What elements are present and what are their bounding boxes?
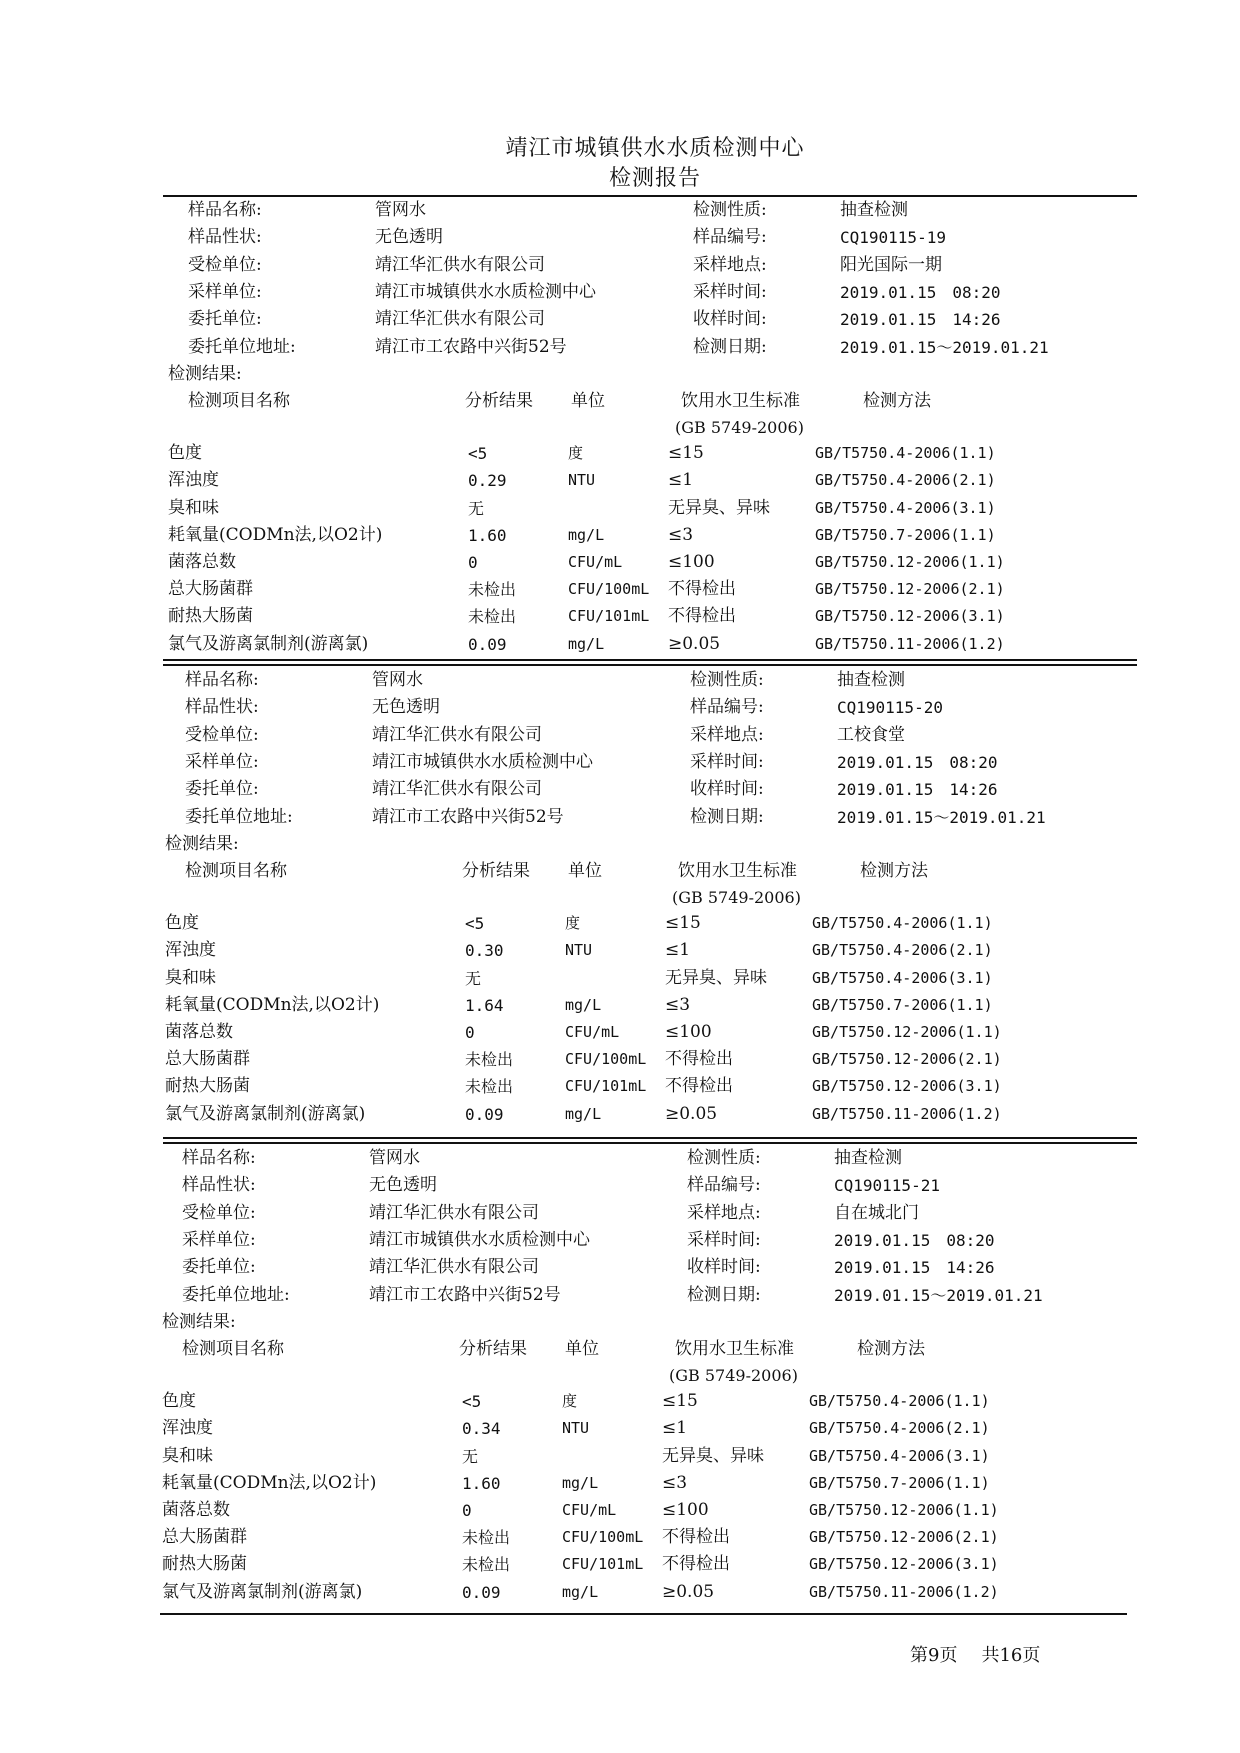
results-label: 检测结果:	[162, 1311, 236, 1332]
field-value: 抽查检测	[837, 670, 905, 690]
field-value: 自在城北门	[834, 1202, 919, 1223]
field-label: 样品性状:	[188, 227, 262, 248]
item-standard: ≤3	[668, 524, 694, 545]
info-row	[157, 1200, 1137, 1227]
item-name: 菌落总数	[165, 1021, 233, 1042]
field-value: 2019.01.15 14:26	[834, 1258, 995, 1278]
item-standard: ≥0.05	[662, 1581, 715, 1602]
item-name: 氯气及游离氯制剂(游离氯)	[168, 633, 369, 654]
field-label: 检测性质:	[687, 1148, 761, 1168]
item-standard: 无异臭、异味	[665, 967, 767, 988]
field-value: 管网水	[369, 1148, 420, 1168]
field-label: 检测性质:	[693, 200, 767, 220]
table-row	[160, 937, 1140, 964]
field-label: 收样时间:	[690, 779, 764, 800]
field-value: 靖江华汇供水有限公司	[369, 1257, 539, 1278]
item-method: GB/T5750.11-2006(1.2)	[812, 1104, 1002, 1123]
table-row	[157, 1497, 1137, 1524]
field-value: 2019.01.15 08:20	[834, 1230, 995, 1250]
field-label: 检测性质:	[690, 670, 764, 690]
field-value: 靖江华汇供水有限公司	[372, 724, 542, 745]
field-value: 管网水	[375, 200, 426, 220]
field-label: 采样时间:	[687, 1229, 761, 1250]
item-name: 菌落总数	[168, 551, 236, 572]
info-row	[160, 667, 1140, 694]
field-label: 样品性状:	[182, 1175, 256, 1196]
field-value: 靖江华汇供水有限公司	[375, 309, 545, 330]
item-result: 未检出	[462, 1555, 511, 1575]
field-label: 委托单位:	[182, 1257, 256, 1278]
item-name: 氯气及游离氯制剂(游离氯)	[165, 1103, 366, 1124]
field-label: 采样单位:	[182, 1229, 256, 1250]
table-row	[157, 1524, 1137, 1551]
table-row	[163, 576, 1143, 603]
field-label: 样品名称:	[185, 670, 259, 690]
item-name: 臭和味	[162, 1445, 213, 1466]
item-name: 耗氧量(CODMn法,以O2计)	[162, 1472, 377, 1493]
field-label: 采样单位:	[185, 751, 259, 772]
field-value: CQ190115-20	[837, 698, 943, 718]
item-standard: ≥0.05	[668, 633, 721, 654]
column-header-standard: 饮用水卫生标准	[678, 861, 797, 882]
item-method: GB/T5750.4-2006(3.1)	[809, 1446, 990, 1465]
field-label: 收样时间:	[693, 309, 767, 330]
item-unit: CFU/101mL	[568, 607, 650, 626]
results-label: 检测结果:	[168, 363, 242, 384]
field-label: 检测日期:	[687, 1284, 761, 1305]
item-unit: NTU	[562, 1419, 590, 1438]
field-value: 2019.01.15～2019.01.21	[834, 1285, 1043, 1305]
item-name: 总大肠菌群	[168, 579, 253, 600]
item-result: 未检出	[468, 607, 517, 627]
column-header-result: 分析结果	[459, 1339, 527, 1360]
table-row	[163, 549, 1143, 576]
table-row	[163, 522, 1143, 549]
column-header-standard-code: (GB 5749-2006)	[675, 418, 804, 438]
item-result: 0	[468, 552, 478, 572]
column-header-item: 检测项目名称	[185, 861, 287, 882]
item-method: GB/T5750.4-2006(1.1)	[812, 914, 993, 933]
item-method: GB/T5750.4-2006(3.1)	[812, 968, 993, 987]
item-standard: ≤100	[668, 551, 715, 572]
info-row	[157, 1282, 1137, 1309]
item-name: 臭和味	[168, 497, 219, 518]
table-row	[157, 1415, 1137, 1442]
item-name: 耐热大肠菌	[168, 606, 253, 627]
item-standard: ≤15	[662, 1391, 698, 1412]
item-standard: 不得检出	[662, 1527, 730, 1548]
item-result: 无	[468, 498, 485, 518]
item-result: 未检出	[465, 1077, 514, 1097]
table-row	[157, 1551, 1137, 1578]
item-standard: ≥0.05	[665, 1103, 718, 1124]
item-name: 耐热大肠菌	[165, 1076, 250, 1097]
item-method: GB/T5750.12-2006(1.1)	[815, 552, 1005, 571]
column-header-unit: 单位	[571, 391, 605, 412]
info-row	[157, 1145, 1137, 1172]
info-row	[157, 1172, 1137, 1199]
item-standard: 不得检出	[665, 1049, 733, 1070]
divider	[160, 1613, 1127, 1615]
field-label: 样品编号:	[693, 227, 767, 248]
item-unit: mg/L	[562, 1582, 599, 1601]
field-value: 抽查检测	[840, 200, 908, 220]
item-result: 0.30	[465, 941, 504, 961]
field-label: 受检单位:	[182, 1202, 256, 1223]
item-standard: 不得检出	[668, 606, 736, 627]
item-standard: ≤15	[665, 913, 701, 934]
item-unit: mg/L	[562, 1473, 599, 1492]
item-unit: CFU/100mL	[565, 1050, 647, 1069]
field-value: 靖江市工农路中兴街52号	[369, 1284, 561, 1305]
field-value: 无色透明	[372, 697, 440, 718]
item-unit: CFU/100mL	[562, 1528, 644, 1547]
info-row	[160, 776, 1140, 803]
info-row	[160, 694, 1140, 721]
item-result: 1.60	[468, 525, 507, 545]
column-header-standard-code: (GB 5749-2006)	[672, 888, 801, 908]
item-method: GB/T5750.12-2006(2.1)	[809, 1528, 999, 1547]
field-label: 采样时间:	[690, 751, 764, 772]
table-row	[160, 1046, 1140, 1073]
info-row	[157, 1227, 1137, 1254]
item-method: GB/T5750.7-2006(1.1)	[812, 995, 993, 1014]
column-header-unit: 单位	[568, 861, 602, 882]
item-result: 未检出	[462, 1528, 511, 1548]
column-header-method: 检测方法	[863, 391, 931, 412]
item-standard: ≤1	[662, 1418, 688, 1439]
field-value: 抽查检测	[834, 1148, 902, 1168]
field-value: 靖江市工农路中兴街52号	[375, 336, 567, 357]
item-result: 未检出	[465, 1050, 514, 1070]
item-result: 无	[462, 1446, 479, 1466]
item-name: 耗氧量(CODMn法,以O2计)	[165, 994, 380, 1015]
item-unit: CFU/mL	[565, 1022, 620, 1041]
table-row	[160, 910, 1140, 937]
table-row	[160, 1101, 1140, 1128]
column-header-method: 检测方法	[860, 861, 928, 882]
item-unit: 度	[562, 1392, 578, 1411]
table-row	[163, 495, 1143, 522]
item-method: GB/T5750.4-2006(2.1)	[812, 941, 993, 960]
item-name: 总大肠菌群	[162, 1527, 247, 1548]
info-row	[163, 334, 1143, 361]
item-standard: 无异臭、异味	[662, 1445, 764, 1466]
item-method: GB/T5750.7-2006(1.1)	[809, 1473, 990, 1492]
field-label: 委托单位:	[185, 779, 259, 800]
field-value: 2019.01.15 14:26	[837, 780, 998, 800]
item-result: <5	[465, 914, 485, 934]
field-value: 2019.01.15 08:20	[840, 282, 1001, 302]
table-row	[157, 1443, 1137, 1470]
table-row	[157, 1388, 1137, 1415]
item-result: 0.09	[462, 1582, 501, 1602]
field-value: 管网水	[372, 670, 423, 690]
table-row	[157, 1470, 1137, 1497]
item-standard: 不得检出	[665, 1076, 733, 1097]
report-title: 靖江市城镇供水水质检测中心	[505, 136, 805, 161]
field-label: 委托单位地址:	[185, 806, 293, 827]
field-value: CQ190115-19	[840, 228, 946, 248]
divider	[163, 1137, 1137, 1139]
item-name: 浑浊度	[168, 470, 219, 491]
results-label: 检测结果:	[165, 833, 239, 854]
page-number: 第9页	[910, 1645, 958, 1666]
table-row	[160, 1073, 1140, 1100]
field-label: 收样时间:	[687, 1257, 761, 1278]
item-unit: NTU	[568, 471, 596, 490]
item-method: GB/T5750.4-2006(2.1)	[815, 471, 996, 490]
item-unit: mg/L	[568, 634, 605, 653]
item-name: 耗氧量(CODMn法,以O2计)	[168, 524, 383, 545]
divider	[163, 659, 1137, 661]
field-value: 靖江市城镇供水水质检测中心	[372, 751, 593, 772]
field-value: 靖江市城镇供水水质检测中心	[375, 281, 596, 302]
field-value: 靖江华汇供水有限公司	[372, 779, 542, 800]
item-result: 未检出	[468, 580, 517, 600]
field-value: 无色透明	[369, 1175, 437, 1196]
field-value: 2019.01.15～2019.01.21	[840, 337, 1049, 357]
field-value: 靖江华汇供水有限公司	[375, 254, 545, 275]
field-value: 2019.01.15 08:20	[837, 752, 998, 772]
item-result: <5	[462, 1392, 482, 1412]
item-method: GB/T5750.4-2006(2.1)	[809, 1419, 990, 1438]
field-label: 采样地点:	[693, 254, 767, 275]
field-label: 样品性状:	[185, 697, 259, 718]
item-result: 1.60	[462, 1473, 501, 1493]
item-method: GB/T5750.12-2006(3.1)	[815, 607, 1005, 626]
field-label: 样品名称:	[188, 200, 262, 220]
field-value: 靖江市工农路中兴街52号	[372, 806, 564, 827]
page-footer	[910, 1643, 1064, 1669]
field-value: 无色透明	[375, 227, 443, 248]
field-value: 阳光国际一期	[840, 254, 942, 275]
table-row	[163, 631, 1143, 658]
item-method: GB/T5750.12-2006(2.1)	[812, 1050, 1002, 1069]
item-unit: CFU/101mL	[565, 1077, 647, 1096]
table-row	[160, 1019, 1140, 1046]
field-label: 委托单位地址:	[188, 336, 296, 357]
info-row	[163, 197, 1143, 224]
column-header-result: 分析结果	[465, 391, 533, 412]
table-row	[163, 467, 1143, 494]
item-method: GB/T5750.12-2006(3.1)	[809, 1555, 999, 1574]
field-label: 样品编号:	[687, 1175, 761, 1196]
item-name: 色度	[165, 913, 199, 934]
item-standard: 不得检出	[662, 1554, 730, 1575]
item-standard: ≤3	[665, 994, 691, 1015]
item-method: GB/T5750.4-2006(1.1)	[815, 444, 996, 463]
field-label: 检测日期:	[693, 336, 767, 357]
item-result: 0.09	[468, 634, 507, 654]
item-method: GB/T5750.4-2006(1.1)	[809, 1392, 990, 1411]
field-label: 样品名称:	[182, 1148, 256, 1168]
item-method: GB/T5750.11-2006(1.2)	[809, 1582, 999, 1601]
field-label: 采样时间:	[693, 281, 767, 302]
info-row	[160, 749, 1140, 776]
field-value: 靖江华汇供水有限公司	[369, 1202, 539, 1223]
item-unit: CFU/101mL	[562, 1555, 644, 1574]
field-label: 检测日期:	[690, 806, 764, 827]
item-result: 0	[465, 1022, 475, 1042]
field-label: 采样地点:	[687, 1202, 761, 1223]
item-standard: ≤100	[665, 1021, 712, 1042]
table-row	[160, 992, 1140, 1019]
item-standard: 无异臭、异味	[668, 497, 770, 518]
column-header-standard: 饮用水卫生标准	[681, 391, 800, 412]
field-label: 委托单位地址:	[182, 1284, 290, 1305]
column-header-item: 检测项目名称	[188, 391, 290, 412]
item-unit: mg/L	[565, 995, 602, 1014]
item-method: GB/T5750.7-2006(1.1)	[815, 525, 996, 544]
item-unit: CFU/mL	[568, 552, 623, 571]
info-row	[163, 252, 1143, 279]
item-name: 色度	[168, 443, 202, 464]
item-result: 0.29	[468, 471, 507, 491]
item-method: GB/T5750.12-2006(1.1)	[812, 1022, 1002, 1041]
field-label: 受检单位:	[188, 254, 262, 275]
divider	[163, 664, 1137, 666]
item-method: GB/T5750.11-2006(1.2)	[815, 634, 1005, 653]
item-method: GB/T5750.4-2006(3.1)	[815, 498, 996, 517]
column-header-method: 检测方法	[857, 1339, 925, 1360]
field-value: 靖江市城镇供水水质检测中心	[369, 1229, 590, 1250]
info-row	[163, 224, 1143, 251]
field-value: 2019.01.15～2019.01.21	[837, 807, 1046, 827]
page-total: 共16页	[981, 1645, 1041, 1666]
field-value: 2019.01.15 14:26	[840, 310, 1001, 330]
item-standard: ≤15	[668, 443, 704, 464]
item-name: 臭和味	[165, 967, 216, 988]
item-name: 总大肠菌群	[165, 1049, 250, 1070]
info-row	[160, 722, 1140, 749]
field-label: 委托单位:	[188, 309, 262, 330]
item-result: 0	[462, 1500, 472, 1520]
info-row	[163, 306, 1143, 333]
item-method: GB/T5750.12-2006(1.1)	[809, 1500, 999, 1519]
item-result: 0.34	[462, 1419, 501, 1439]
item-unit: 度	[565, 914, 581, 933]
item-standard: 不得检出	[668, 579, 736, 600]
field-label: 采样地点:	[690, 724, 764, 745]
item-unit: 度	[568, 444, 584, 463]
info-row	[163, 279, 1143, 306]
item-result: <5	[468, 444, 488, 464]
item-unit: CFU/mL	[562, 1500, 617, 1519]
field-label: 受检单位:	[185, 724, 259, 745]
report-subtitle: 检测报告	[608, 166, 701, 191]
item-method: GB/T5750.12-2006(3.1)	[812, 1077, 1002, 1096]
item-unit: NTU	[565, 941, 593, 960]
item-name: 色度	[162, 1391, 196, 1412]
table-row	[160, 965, 1140, 992]
item-result: 无	[465, 968, 482, 988]
table-row	[163, 440, 1143, 467]
item-standard: ≤100	[662, 1499, 709, 1520]
item-method: GB/T5750.12-2006(2.1)	[815, 580, 1005, 599]
column-header-item: 检测项目名称	[182, 1339, 284, 1360]
field-label: 样品编号:	[690, 697, 764, 718]
field-value: 工校食堂	[837, 724, 905, 745]
item-unit: mg/L	[568, 525, 605, 544]
divider	[163, 1142, 1137, 1144]
item-standard: ≤3	[662, 1472, 688, 1493]
field-label: 采样单位:	[188, 281, 262, 302]
table-row	[163, 603, 1143, 630]
item-name: 氯气及游离氯制剂(游离氯)	[162, 1581, 363, 1602]
item-result: 1.64	[465, 995, 504, 1015]
item-standard: ≤1	[665, 940, 691, 961]
item-unit: mg/L	[565, 1104, 602, 1123]
field-value: CQ190115-21	[834, 1176, 940, 1196]
item-name: 耐热大肠菌	[162, 1554, 247, 1575]
column-header-standard: 饮用水卫生标准	[675, 1339, 794, 1360]
column-header-standard-code: (GB 5749-2006)	[669, 1366, 798, 1386]
item-standard: ≤1	[668, 470, 694, 491]
table-row	[157, 1579, 1137, 1606]
column-header-unit: 单位	[565, 1339, 599, 1360]
item-result: 0.09	[465, 1104, 504, 1124]
item-name: 浑浊度	[165, 940, 216, 961]
column-header-result: 分析结果	[462, 861, 530, 882]
item-name: 菌落总数	[162, 1499, 230, 1520]
item-name: 浑浊度	[162, 1418, 213, 1439]
info-row	[160, 804, 1140, 831]
info-row	[157, 1254, 1137, 1281]
item-unit: CFU/100mL	[568, 580, 650, 599]
